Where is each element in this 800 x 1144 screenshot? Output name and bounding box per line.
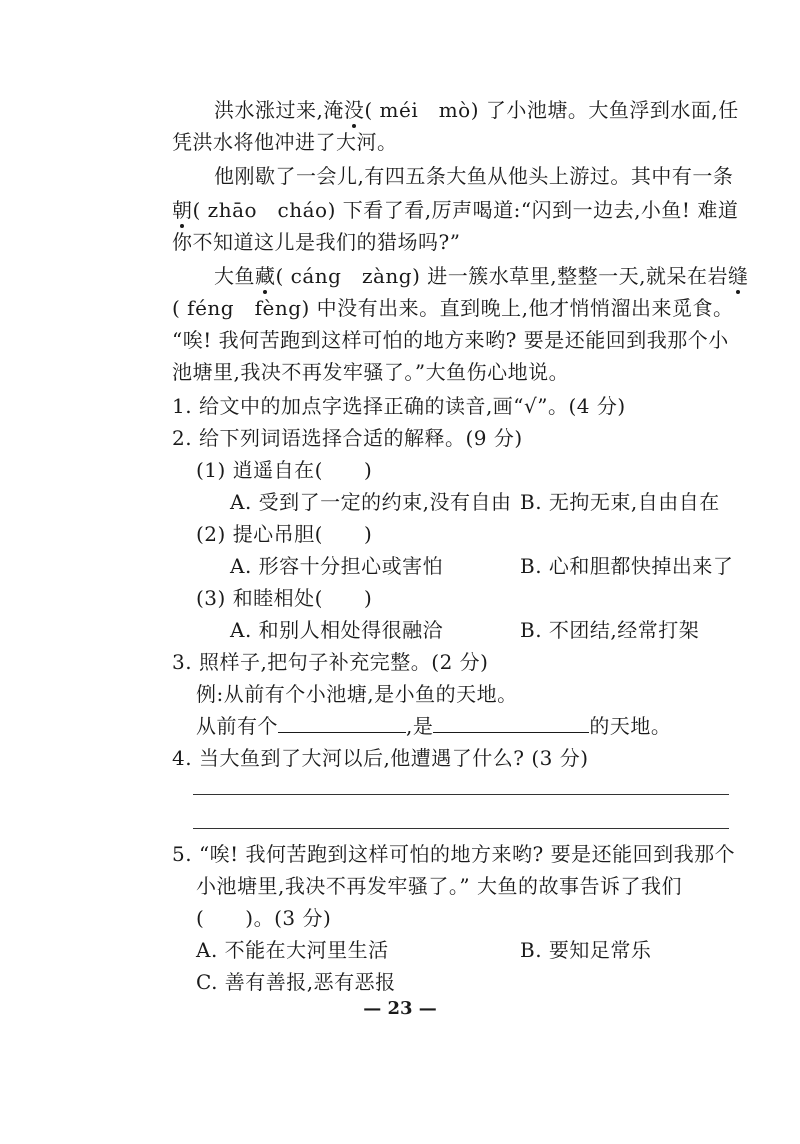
- passage-text: ( méi mò) 了小池塘。大鱼浮到水面,任: [364, 98, 739, 122]
- passage-line: 你不知道这儿是我们的猎场吗?”: [172, 230, 461, 254]
- passage-text: ( zhāo cháo) 下看了看,厉声喝道:“闪到一边去,小鱼! 难道: [192, 198, 739, 222]
- passage-line: 他刚歇了一会儿,有四五条大鱼从他头上游过。其中有一条: [214, 164, 734, 188]
- question-3-fill-line: [196, 712, 671, 740]
- question-1: 1. 给文中的加点字选择正确的读音,画“√”。(4 分): [172, 394, 626, 418]
- dotted-char: 藏: [255, 264, 276, 288]
- answer-blank-2[interactable]: [433, 712, 589, 733]
- option-b: B. 不团结,经常打架: [520, 618, 700, 642]
- question-5-line: 5. “唉! 我何苦跑到这样可怕的地方来哟? 要是还能回到我那个: [172, 842, 736, 866]
- option-a: A. 不能在大河里生活: [196, 938, 389, 962]
- passage-line: ( féng fèng) 中没有出来。直到晚上,他才悄悄溜出来觅食。: [172, 296, 734, 320]
- passage-line: [214, 96, 739, 124]
- option-a: A. 受到了一定的约束,没有自由: [230, 490, 512, 514]
- passage-text: 大鱼: [214, 264, 255, 288]
- answer-blank-1[interactable]: [278, 712, 406, 733]
- option-a: A. 形容十分担心或害怕: [230, 554, 444, 578]
- passage-line: 凭洪水将他冲进了大河。: [172, 130, 398, 154]
- passage-text: ( cáng zàng) 进一簇水草里,整整一天,就呆在岩: [275, 264, 728, 288]
- page-number: — 23 —: [363, 998, 437, 1019]
- question-2-item-label: (3) 和睦相处( ): [196, 586, 373, 610]
- answer-line[interactable]: [193, 794, 729, 795]
- option-a: A. 和别人相处得很融洽: [230, 618, 444, 642]
- question-5-line: ( )。(3 分): [196, 906, 332, 930]
- passage-line: [214, 262, 749, 290]
- question-5-line: 小池塘里,我决不再发牢骚了。” 大鱼的故事告诉了我们: [196, 874, 682, 898]
- dotted-char: 朝: [172, 198, 193, 222]
- question-2-item-label: (1) 逍遥自在( ): [196, 458, 373, 482]
- dotted-char: 没: [343, 98, 365, 122]
- fill-text: 从前有个: [196, 714, 278, 738]
- question-2-title: 2. 给下列词语选择合适的解释。(9 分): [172, 426, 523, 450]
- option-b: B. 要知足常乐: [520, 938, 652, 962]
- passage-line: [172, 196, 738, 224]
- dotted-char: 缝: [728, 264, 749, 288]
- question-4: 4. 当大鱼到了大河以后,他遭遇了什么? (3 分): [172, 746, 589, 770]
- question-3-example: 例:从前有个小池塘,是小鱼的天地。: [196, 682, 518, 706]
- fill-text: 的天地。: [589, 714, 672, 738]
- passage-text: 洪水涨过来,淹: [214, 98, 344, 122]
- option-b: B. 心和胆都快掉出来了: [520, 554, 734, 578]
- question-3-title: 3. 照样子,把句子补充完整。(2 分): [172, 650, 489, 674]
- passage-line: “唉! 我何苦跑到这样可怕的地方来哟? 要是还能回到我那个小: [172, 328, 729, 352]
- answer-line[interactable]: [193, 828, 729, 829]
- question-2-item-label: (2) 提心吊胆( ): [196, 522, 373, 546]
- option-c: C. 善有善报,恶有恶报: [196, 970, 396, 994]
- passage-line: 池塘里,我决不再发牢骚了。”大鱼伤心地说。: [172, 360, 570, 384]
- fill-text: ,是: [406, 714, 434, 738]
- option-b: B. 无拘无束,自由自在: [520, 490, 720, 514]
